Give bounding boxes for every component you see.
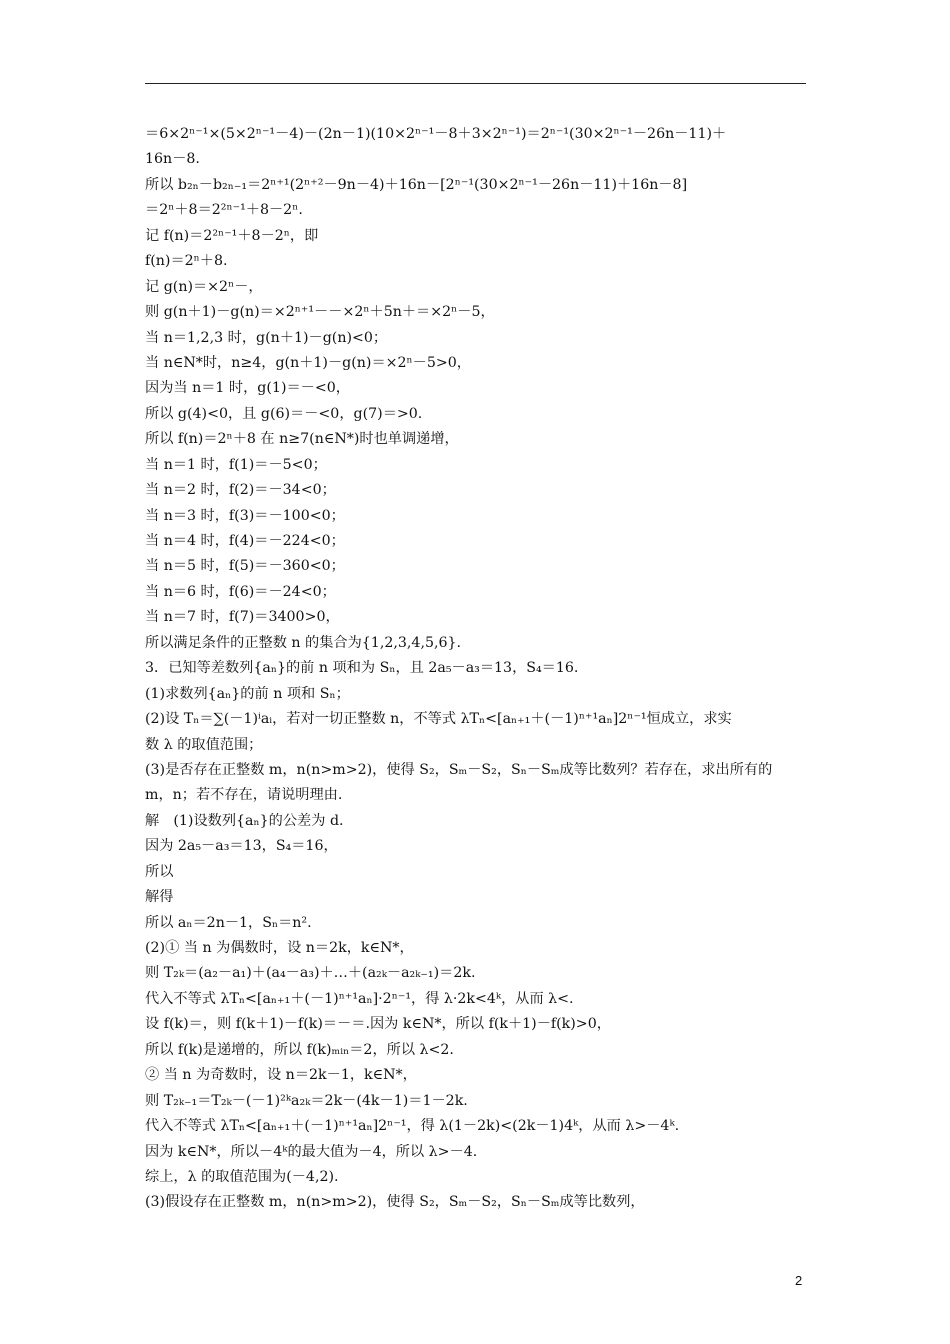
text-line: 设 f(k)＝，则 f(k＋1)－f(k)＝－＝.因为 k∈N*，所以 f(k＋1)－f(k)>0， bbox=[145, 1016, 611, 1033]
text-line: 则 T₂ₖ＝(a₂－a₁)＋(a₄－a₃)＋…＋(a₂ₖ－a₂ₖ₋₁)＝2k. bbox=[145, 965, 476, 982]
text-line: 代入不等式 λTₙ<[aₙ₊₁＋(－1)ⁿ⁺¹aₙ]2ⁿ⁻¹，得 λ(1－2k)<(2k－1)4ᵏ，从而 λ>－4ᵏ. bbox=[145, 1118, 680, 1135]
text-line: 当 n＝3 时，f(3)＝－100<0； bbox=[145, 507, 345, 524]
text-line: ＝2ⁿ＋8＝2²ⁿ⁻¹＋8－2ⁿ. bbox=[145, 202, 303, 219]
page-number: 2 bbox=[795, 1273, 803, 1288]
text-line: 所以 b₂ₙ－b₂ₙ₋₁＝2ⁿ⁺¹(2ⁿ⁺²－9n－4)＋16n－[2ⁿ⁻¹(30×2ⁿ⁻¹－26n－11)＋16n－8] bbox=[145, 176, 688, 193]
text-line: 因为 2a₅－a₃＝13，S₄＝16， bbox=[145, 838, 338, 855]
text-line: (3)假设存在正整数 m，n(n>m>2)，使得 S₂，Sₘ－S₂，Sₙ－Sₘ成等比数列， bbox=[145, 1194, 645, 1211]
problem-statement: 3．已知等差数列{aₙ}的前 n 项和为 Sₙ，且 2a₅－a₃＝13，S₄＝16. bbox=[145, 660, 579, 677]
text-line: 所以 bbox=[145, 863, 174, 880]
problem-part-3: (3)是否存在正整数 m，n(n>m>2)，使得 S₂，Sₘ－S₂，Sₙ－Sₘ成等比数列？若存在，求出所有的 bbox=[145, 761, 773, 778]
text-line: m，n；若不存在，请说明理由. bbox=[145, 787, 343, 804]
text-line: 当 n＝2 时，f(2)＝－34<0； bbox=[145, 482, 336, 499]
problem-part-1: (1)求数列{aₙ}的前 n 项和 Sₙ； bbox=[145, 685, 350, 702]
text-line: 当 n＝6 时，f(6)＝－24<0； bbox=[145, 583, 336, 600]
text-line: 当 n＝1 时，f(1)＝－5<0； bbox=[145, 456, 327, 473]
document-body bbox=[145, 122, 815, 1216]
text-line: 则 T₂ₖ₋₁＝T₂ₖ－(－1)²ᵏa₂ₖ＝2k－(4k－1)＝1－2k. bbox=[145, 1092, 468, 1109]
text-line: 数 λ 的取值范围； bbox=[145, 736, 263, 753]
text-line: 因为 k∈N*，所以－4ᵏ的最大值为－4，所以 λ>－4. bbox=[145, 1143, 478, 1160]
text-line: 则 g(n＋1)－g(n)＝×2ⁿ⁺¹－－×2ⁿ＋5n＋＝×2ⁿ－5， bbox=[145, 304, 495, 321]
text-line: 所以满足条件的正整数 n 的集合为{1,2,3,4,5,6}. bbox=[145, 634, 462, 651]
text-line: 所以 g(4)<0，且 g(6)＝－<0，g(7)＝>0. bbox=[145, 405, 423, 422]
text-line: 当 n＝5 时，f(5)＝－360<0； bbox=[145, 558, 345, 575]
text-line: 记 f(n)＝2²ⁿ⁻¹＋8－2ⁿ，即 bbox=[145, 227, 319, 244]
text-line: 所以 f(n)＝2ⁿ＋8 在 n≥7(n∈N*)时也单调递增， bbox=[145, 431, 459, 448]
text-line: ② 当 n 为奇数时，设 n＝2k－1，k∈N*， bbox=[145, 1067, 417, 1084]
solution-start: 解 (1)设数列{aₙ}的公差为 d. bbox=[145, 812, 344, 829]
problem-part-2: (2)设 Tₙ＝∑(－1)ⁱaᵢ，若对一切正整数 n，不等式 λTₙ<[aₙ₊₁＋(－1)ⁿ⁺¹aₙ]2ⁿ⁻¹恒成立，求实 bbox=[145, 711, 732, 728]
text-line: 当 n＝1,2,3 时，g(n＋1)－g(n)<0； bbox=[145, 329, 388, 346]
text-line: 所以 f(k)是递增的，所以 f(k)ₘᵢₙ＝2，所以 λ<2. bbox=[145, 1041, 454, 1058]
text-line: f(n)＝2ⁿ＋8. bbox=[145, 253, 228, 270]
text-line: 解得 bbox=[145, 889, 174, 906]
text-line: 记 g(n)＝×2ⁿ－， bbox=[145, 278, 263, 295]
text-line: 当 n＝4 时，f(4)＝－224<0； bbox=[145, 533, 345, 549]
header-rule bbox=[145, 83, 806, 84]
text-line: 当 n∈N*时，n≥4，g(n＋1)－g(n)＝×2ⁿ－5>0， bbox=[145, 354, 471, 371]
text-line: 因为当 n＝1 时，g(1)＝－<0， bbox=[145, 380, 350, 397]
text-line: ＝6×2ⁿ⁻¹×(5×2ⁿ⁻¹－4)－(2n－1)(10×2ⁿ⁻¹－8＋3×2ⁿ⁻¹)＝2ⁿ⁻¹(30×2ⁿ⁻¹－26n－11)＋ bbox=[145, 126, 727, 142]
text-line: 代入不等式 λTₙ<[aₙ₊₁＋(－1)ⁿ⁺¹aₙ]·2ⁿ⁻¹，得 λ·2k<4ᵏ，从而 λ<. bbox=[145, 990, 574, 1007]
text-line: 当 n＝7 时，f(7)＝3400>0， bbox=[145, 609, 340, 626]
text-line: 综上，λ 的取值范围为(－4,2). bbox=[145, 1168, 339, 1185]
text-line: (2)① 当 n 为偶数时，设 n＝2k，k∈N*， bbox=[145, 940, 414, 956]
text-line: 所以 aₙ＝2n－1，Sₙ＝n². bbox=[145, 914, 312, 931]
text-line: 16n－8. bbox=[145, 151, 200, 168]
